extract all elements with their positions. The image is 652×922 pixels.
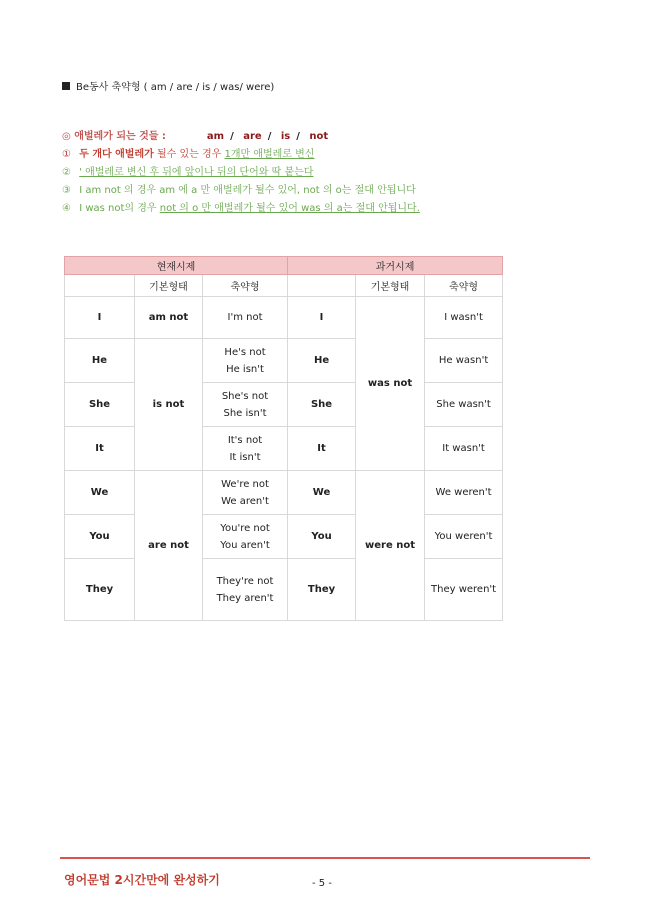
past-contracted-col: 축약형 [425,275,503,297]
contracted-form: She isn't [223,407,267,419]
past-contracted-cell: I wasn't [425,297,503,339]
past-subject-cell: We [288,471,356,515]
base-were-cell: were not [356,471,425,621]
past-subject-cell: She [288,383,356,427]
past-subject-cell: He [288,339,356,383]
note-2 [62,164,542,182]
table-row [65,559,503,621]
past-contracted-cell: She wasn't [425,383,503,427]
base-was-cell: was not [356,297,425,471]
past-contracted-cell: We weren't [425,471,503,515]
present-tense-header: 현재시제 [65,257,288,275]
table-row [65,339,503,383]
present-subject-col [65,275,135,297]
note-3-text: I am not 의 경우 am 에 a 만 애벌레가 될수 있어, not 의 o는 절대 안됩니다 [79,185,416,196]
contracted-form: They aren't [216,592,274,604]
past-contracted-cell: They weren't [425,559,503,621]
contracted-form: We aren't [221,495,269,507]
contracted-form: You aren't [220,539,270,551]
note-2-text: ' 애벌레로 변신 후 뒤에 앞이나 뒤의 단어와 딱 붙는다 [79,167,314,178]
footer-title: 영어문법 2시간만에 완성하기 [64,873,220,887]
base-is-cell: is not [135,339,203,471]
past-subject-cell: You [288,515,356,559]
past-subject-cell: They [288,559,356,621]
contracted-form: He isn't [226,363,264,375]
contracted-cell [203,471,288,515]
table-row [65,427,503,471]
note-title-item-am: am [206,131,225,142]
contracted-form: He's not [224,346,266,358]
past-contracted-cell: He wasn't [425,339,503,383]
table-row [65,297,503,339]
table-row [65,383,503,427]
note-title: ◎ 애벌레가 되는 것들 : am / are / is / not [62,131,329,142]
note-title-item-are: are [243,131,262,142]
contracted-form: We're not [221,478,269,490]
note-1-underlined: 1개만 애벌레로 변신 [224,149,315,160]
table-row [65,471,503,515]
contracted-form: You're not [220,522,270,534]
note-4-pre: I was not의 경우 [79,203,160,214]
note-1-bold: 두 개다 애벌레가 [79,149,154,160]
past-contracted-cell: It wasn't [425,427,503,471]
note-title-item-is: is [280,131,291,142]
note-1-mid: 될수 있는 경우 [153,149,225,160]
contracted-form: It's not [227,434,263,446]
page-number: - 5 - [312,878,332,889]
past-tense-header: 과거시제 [288,257,503,275]
present-base-col: 기본형태 [135,275,203,297]
past-contracted-cell: You weren't [425,515,503,559]
contraction-table [64,256,503,621]
note-1-number: ① [62,149,71,160]
section-heading [62,78,274,93]
table-row [65,515,503,559]
notes-block [62,128,542,218]
contracted-form: It isn't [229,451,261,463]
contracted-cell [203,559,288,621]
subject-cell: She [65,383,135,427]
note-4-number: ④ [62,203,71,214]
contracted-cell [203,427,288,471]
past-base-col: 기본형태 [356,275,425,297]
contracted-form: They're not [216,575,274,587]
base-am-cell: am not [135,297,203,339]
present-contracted-col: 축약형 [203,275,288,297]
table-header-row [65,257,503,275]
contracted-cell [203,339,288,383]
contracted-form: She's not [221,390,269,402]
note-4-underlined: not 의 o 만 애벌레가 될수 있어 was 의 a는 절대 안됩니다. [159,203,420,214]
note-3 [62,182,542,200]
contracted-cell [203,297,288,339]
section-heading-text: Be동사 축약형 ( am / are / is / was/ were) [76,82,275,93]
past-subject-cell: I [288,297,356,339]
note-title-item-not: not [309,131,329,142]
square-bullet-icon [62,82,70,90]
subject-cell: It [65,427,135,471]
note-2-number: ② [62,167,71,178]
base-are-cell: are not [135,471,203,621]
subject-cell: He [65,339,135,383]
subject-cell: They [65,559,135,621]
past-subject-cell: It [288,427,356,471]
note-4 [62,200,542,218]
past-subject-col [288,275,356,297]
note-1 [62,146,542,164]
note-3-number: ③ [62,185,71,196]
subject-cell: We [65,471,135,515]
note-title-lead: ◎ 애벌레가 되는 것들 : [62,131,166,142]
contracted-cell [203,383,288,427]
contracted-cell [203,515,288,559]
footer-divider [60,857,590,859]
subject-cell: You [65,515,135,559]
contracted-form: I'm not [227,312,263,323]
subject-cell: I [65,297,135,339]
table-subheader-row [65,275,503,297]
